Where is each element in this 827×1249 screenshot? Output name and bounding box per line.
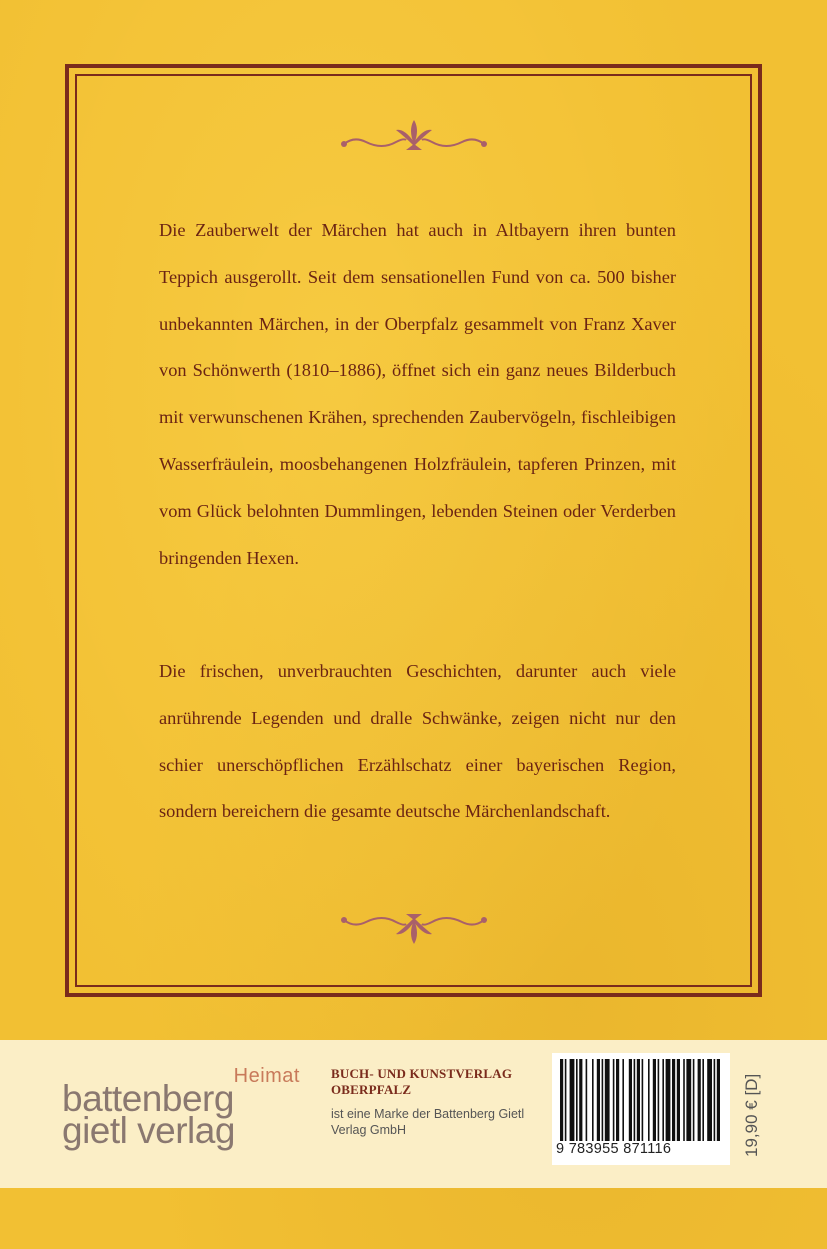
barcode-bar: [677, 1059, 680, 1141]
barcode-bar: [565, 1059, 567, 1141]
barcode-bar: [576, 1059, 578, 1141]
barcode-bar: [579, 1059, 582, 1141]
barcode-bar: [613, 1059, 615, 1141]
barcode-bar: [642, 1059, 644, 1141]
barcode-bar: [714, 1059, 716, 1141]
publisher-description: ist eine Marke der Battenberg Gietl Verlag GmbH: [331, 1107, 525, 1137]
barcode-bar: [686, 1059, 691, 1141]
price-label: 19,90 € [D]: [742, 1073, 761, 1157]
isbn-barcode: [552, 1053, 730, 1165]
barcode-bar: [622, 1059, 624, 1141]
barcode-bar: [597, 1059, 600, 1141]
barcode-bar: [698, 1059, 701, 1141]
publisher-name: BUCH- UND KUNSTVERLAG OBERPFALZ: [331, 1066, 513, 1097]
ornament-bottom-icon: [334, 906, 494, 946]
barcode-bar: [560, 1059, 563, 1141]
barcode-bar: [616, 1059, 619, 1141]
barcode-bar: [653, 1059, 656, 1141]
barcode-bar: [666, 1059, 671, 1141]
barcode-bar: [634, 1059, 636, 1141]
barcode-bar: [683, 1059, 685, 1141]
barcode-bars: [560, 1059, 722, 1141]
isbn-digits: 9 783955 871116: [556, 1141, 672, 1157]
logo-line-2: gietl verlag: [62, 1110, 235, 1151]
barcode-bar: [648, 1059, 650, 1141]
barcode-bar: [672, 1059, 675, 1141]
barcode-bar: [586, 1059, 588, 1141]
decorative-frame: [65, 64, 762, 997]
barcode-bar: [605, 1059, 610, 1141]
barcode-bar: [702, 1059, 704, 1141]
barcode-bar: [707, 1059, 712, 1141]
barcode-bar: [717, 1059, 720, 1141]
description-paragraph-2: Die frischen, unverbrauchten Geschichten, darunter auch viele anrührende Legenden und dralle Schwänke, zeigen nicht nur den schier unerschöpflichen Erzählschatz einer bayerischen Region, sondern bereichern die gesamte deutsche Märchenlandschaft.: [159, 661, 676, 822]
barcode-bar: [570, 1059, 575, 1141]
ornament-top-icon: [334, 118, 494, 158]
description-paragraph-1: Die Zauberwelt der Märchen hat auch in Altbayern ihren bunten Teppich ausgerollt. Seit dem sensationellen Fund von ca. 500 bisher unbekannten Märchen, in der Oberpfalz gesammelt von Franz Xaver von Schönwerth (1810–1886), öffnet sich ein ganz neues Bilderbuch mit verwunschenen Krähen, sprechenden Zaubervögeln, fischleibigen Wasserfräulein, moosbehangenen Holzfräulein, tapferen Prinzen, mit vom Glück belohnten Dummlingen, lebenden Steinen oder Verderben bringenden Hexen.: [159, 220, 676, 568]
barcode-bar: [637, 1059, 640, 1141]
barcode-bar: [658, 1059, 660, 1141]
logo-heimat: Heimat: [233, 1065, 300, 1087]
barcode-bar: [592, 1059, 594, 1141]
barcode-bar: [602, 1059, 604, 1141]
publisher-logo: [62, 1065, 302, 1157]
barcode-bar: [693, 1059, 695, 1141]
barcode-bar: [662, 1059, 664, 1141]
logo-line-1: battenberg: [62, 1078, 234, 1119]
publisher-info: [331, 1066, 546, 1138]
barcode-bar: [629, 1059, 632, 1141]
